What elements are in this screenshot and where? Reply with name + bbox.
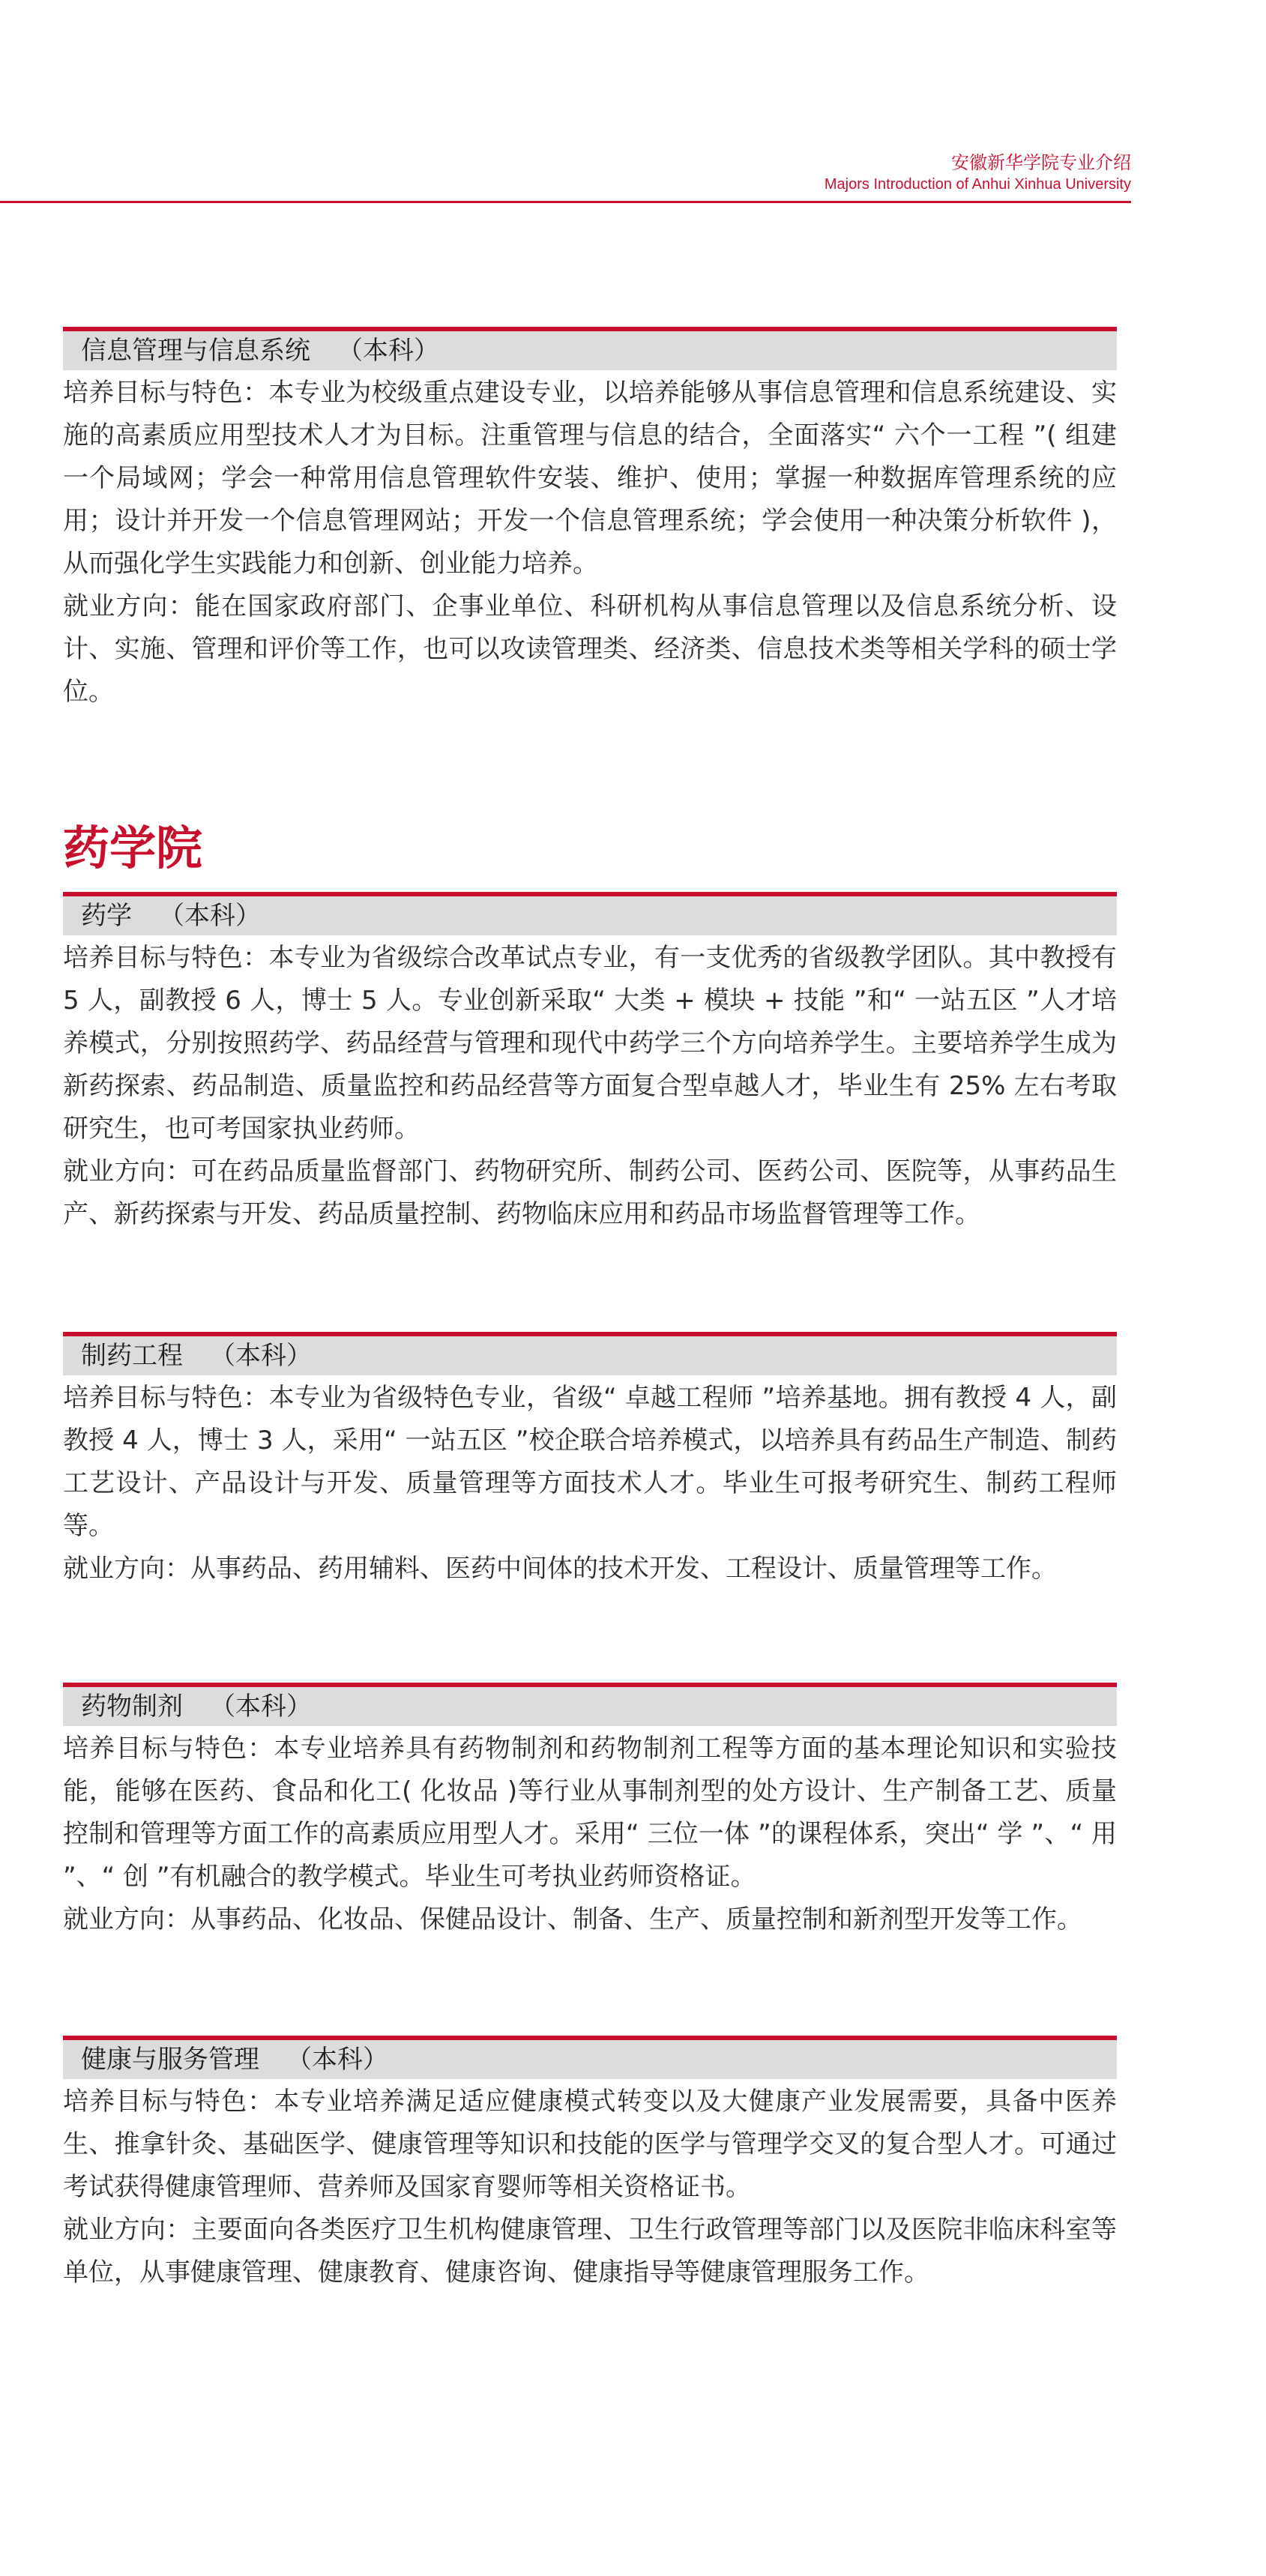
major-name: 药物制剂 xyxy=(81,1692,183,1722)
major-degree: （本科） xyxy=(210,1341,312,1371)
major-title-bar xyxy=(63,2036,1117,2079)
major-career: 就业方向：能在国家政府部门、企事业单位、科研机构从事信息管理以及信息系统分析、设计、实施、管理和评价等工作，也可以攻读管理类、经济类、信息技术类等相关学科的硕士学位。 xyxy=(63,591,1117,707)
major-info-management xyxy=(63,327,1117,714)
major-career: 就业方向：从事药品、化妆品、保健品设计、制备、生产、质量控制和新剂型开发等工作。 xyxy=(63,1904,1082,1934)
header-divider xyxy=(0,201,1131,203)
major-name: 健康与服务管理 xyxy=(81,2045,259,2075)
major-career: 就业方向：主要面向各类医疗卫生机构健康管理、卫生行政管理等部门以及医院非临床科室等单位，从事健康管理、健康教育、健康咨询、健康指导等健康管理服务工作。 xyxy=(63,2215,1117,2287)
major-degree: （本科） xyxy=(159,901,261,931)
page-header xyxy=(0,0,1266,206)
major-pharmaceutics xyxy=(63,1683,1117,1941)
major-goal: 培养目标与特色：本专业为省级综合改革试点专业，有一支优秀的省级教学团队。其中教授有 5 人，副教授 6 人，博士 5 人。专业创新采取“ 大类 + 模块 + 技能 ”和“ 一站五区 ”人才培养模式，分别按照药学、药品经营与管理和现代中药学三个方向培养学生。主要培养学生成为新药探索、药品制造、质量监控和药品经营等方面复合型卓越人才，毕业生有 25% 左右考取研究生，也可考国家执业药师。 xyxy=(63,943,1117,1144)
header-title-block xyxy=(825,151,1131,195)
department-block xyxy=(63,818,1117,878)
header-title-cn: 安徽新华学院专业介绍 xyxy=(951,152,1131,173)
major-goal: 培养目标与特色：本专业为校级重点建设专业，以培养能够从事信息管理和信息系统建设、实施的高素质应用型技术人才为目标。注重管理与信息的结合，全面落实“ 六个一工程 ”( 组建一个局域网；学会一种常用信息管理软件安装、维护、使用；掌握一种数据库管理系统的应用；设计并开发一个信息管理网站；开发一个信息管理系统；学会使用一种决策分析软件 )，从而强化学生实践能力和创新、创业能力培养。 xyxy=(63,378,1117,579)
major-title-bar xyxy=(63,892,1117,935)
header-title-en: Majors Introduction of Anhui Xinhua University xyxy=(824,176,1131,193)
department-title: 药学院 xyxy=(63,821,203,875)
major-name: 药学 xyxy=(81,901,132,931)
major-goal: 培养目标与特色：本专业为省级特色专业，省级“ 卓越工程师 ”培养基地。拥有教授 4 人，副教授 4 人，博士 3 人，采用“ 一站五区 ”校企联合培养模式，以培养具有药品生产制造、制药工艺设计、产品设计与开发、质量管理等方面技术人才。毕业生可报考研究生、制药工程师等。 xyxy=(63,1383,1117,1541)
major-goal: 培养目标与特色：本专业培养具有药物制剂和药物制剂工程等方面的基本理论知识和实验技能，能够在医药、食品和化工( 化妆品 )等行业从事制剂型的处方设计、生产制备工艺、质量控制和管理等方面工作的高素质应用型人才。采用“ 三位一体 ”的课程体系，突出“ 学 ”、“ 用 ”、“ 创 ”有机融合的教学模式。毕业生可考执业药师资格证。 xyxy=(63,1734,1117,1892)
major-title-bar xyxy=(63,1683,1117,1726)
major-goal: 培养目标与特色：本专业培养满足适应健康模式转变以及大健康产业发展需要，具备中医养生、推拿针灸、基础医学、健康管理等知识和技能的医学与管理学交叉的复合型人才。可通过考试获得健康管理师、营养师及国家育婴师等相关资格证书。 xyxy=(63,2087,1117,2202)
major-career: 就业方向：从事药品、药用辅料、医药中间体的技术开发、工程设计、质量管理等工作。 xyxy=(63,1554,1057,1584)
major-name: 制药工程 xyxy=(81,1341,183,1371)
major-name: 信息管理与信息系统 xyxy=(81,336,310,366)
major-degree: （本科） xyxy=(337,336,439,366)
major-pharma-engineering xyxy=(63,1332,1117,1590)
major-degree: （本科） xyxy=(210,1692,312,1722)
major-pharmacy xyxy=(63,892,1117,1236)
major-degree: （本科） xyxy=(286,2045,388,2075)
major-career: 就业方向：可在药品质量监督部门、药物研究所、制药公司、医药公司、医院等，从事药品生产、新药探索与开发、药品质量控制、药物临床应用和药品市场监督管理等工作。 xyxy=(63,1156,1117,1229)
major-health-management xyxy=(63,2036,1117,2294)
major-title-bar xyxy=(63,327,1117,370)
major-title-bar xyxy=(63,1332,1117,1375)
